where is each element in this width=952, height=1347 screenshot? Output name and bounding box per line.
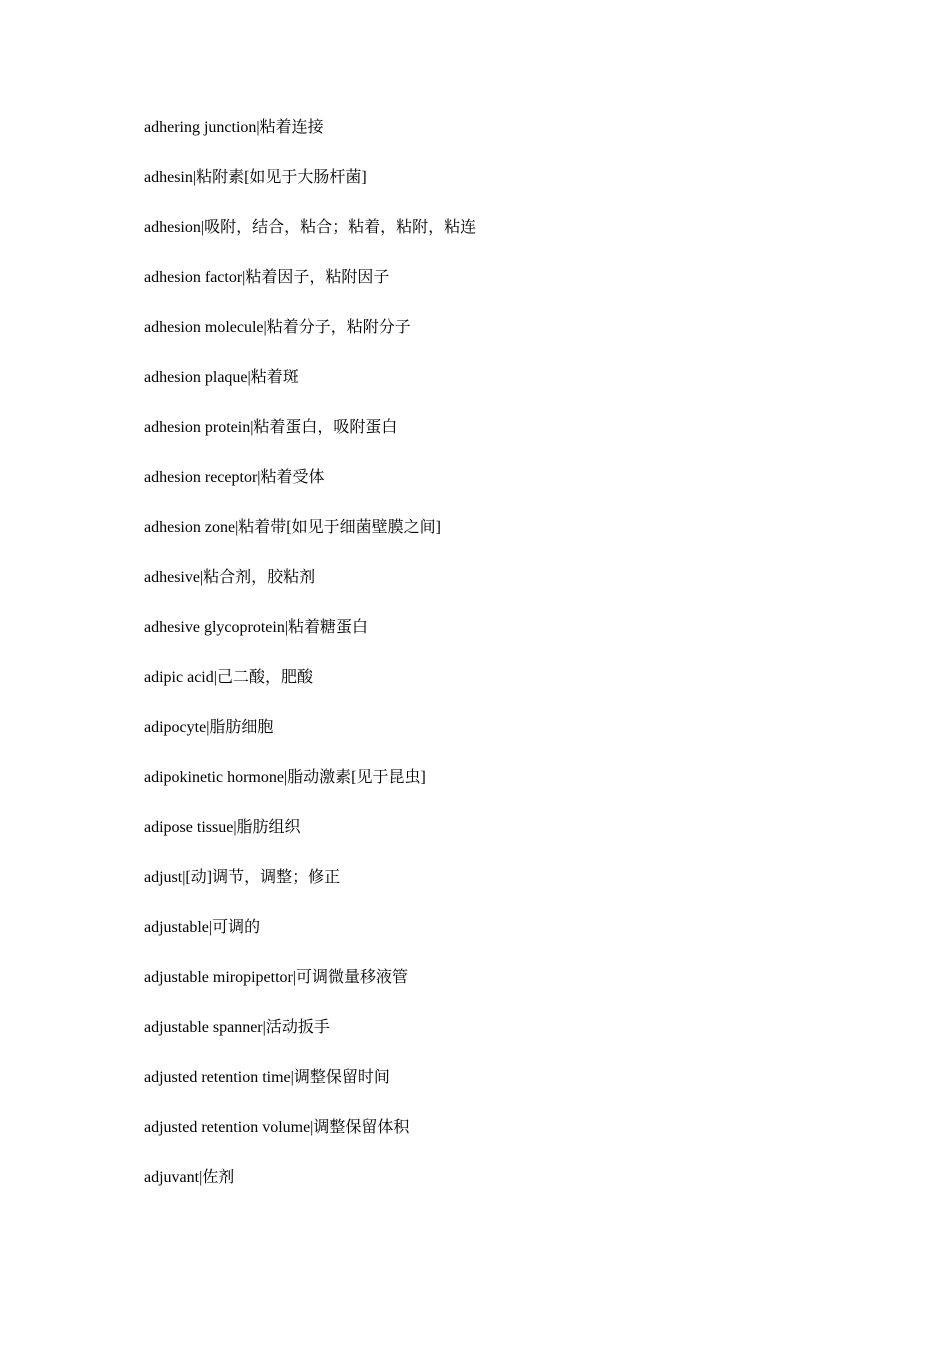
glossary-entry: adhesion protein|粘着蛋白，吸附蛋白 [144,419,398,436]
glossary-entry: adipose tissue|脂肪组织 [144,819,301,836]
glossary-entry: adhesive|粘合剂，胶粘剂 [144,569,316,586]
glossary-entry: adjuvant|佐剂 [144,1169,235,1186]
glossary-entry: adhesion|吸附，结合，粘合；粘着，粘附，粘连 [144,219,477,236]
glossary-entry: adhesion factor|粘着因子，粘附因子 [144,269,390,286]
glossary-entry: adhesion molecule|粘着分子，粘附分子 [144,319,411,336]
glossary-entry: adjustable|可调的 [144,919,261,936]
glossary-entry: adhesin|粘附素[如见于大肠杆菌] [144,169,367,186]
glossary-entry: adjustable spanner|活动扳手 [144,1019,330,1036]
glossary-entry: adjusted retention volume|调整保留体积 [144,1119,410,1136]
glossary-entry: adipokinetic hormone|脂动激素[见于昆虫] [144,769,426,786]
glossary-entry: adhesion zone|粘着带[如见于细菌壁膜之间] [144,519,441,536]
glossary-entry: adhesion receptor|粘着受体 [144,469,325,486]
glossary-entry: adjustable miropipettor|可调微量移液管 [144,969,409,986]
glossary-entry: adhering junction|粘着连接 [144,119,324,136]
glossary-list [144,116,476,1216]
glossary-entry: adhesive glycoprotein|粘着糖蛋白 [144,619,369,636]
glossary-entry: adipocyte|脂肪细胞 [144,719,274,736]
glossary-entry: adipic acid|己二酸，肥酸 [144,669,313,686]
glossary-entry: adjust|[动]调节，调整；修正 [144,869,341,886]
glossary-entry: adjusted retention time|调整保留时间 [144,1069,390,1086]
glossary-entry: adhesion plaque|粘着斑 [144,369,299,386]
